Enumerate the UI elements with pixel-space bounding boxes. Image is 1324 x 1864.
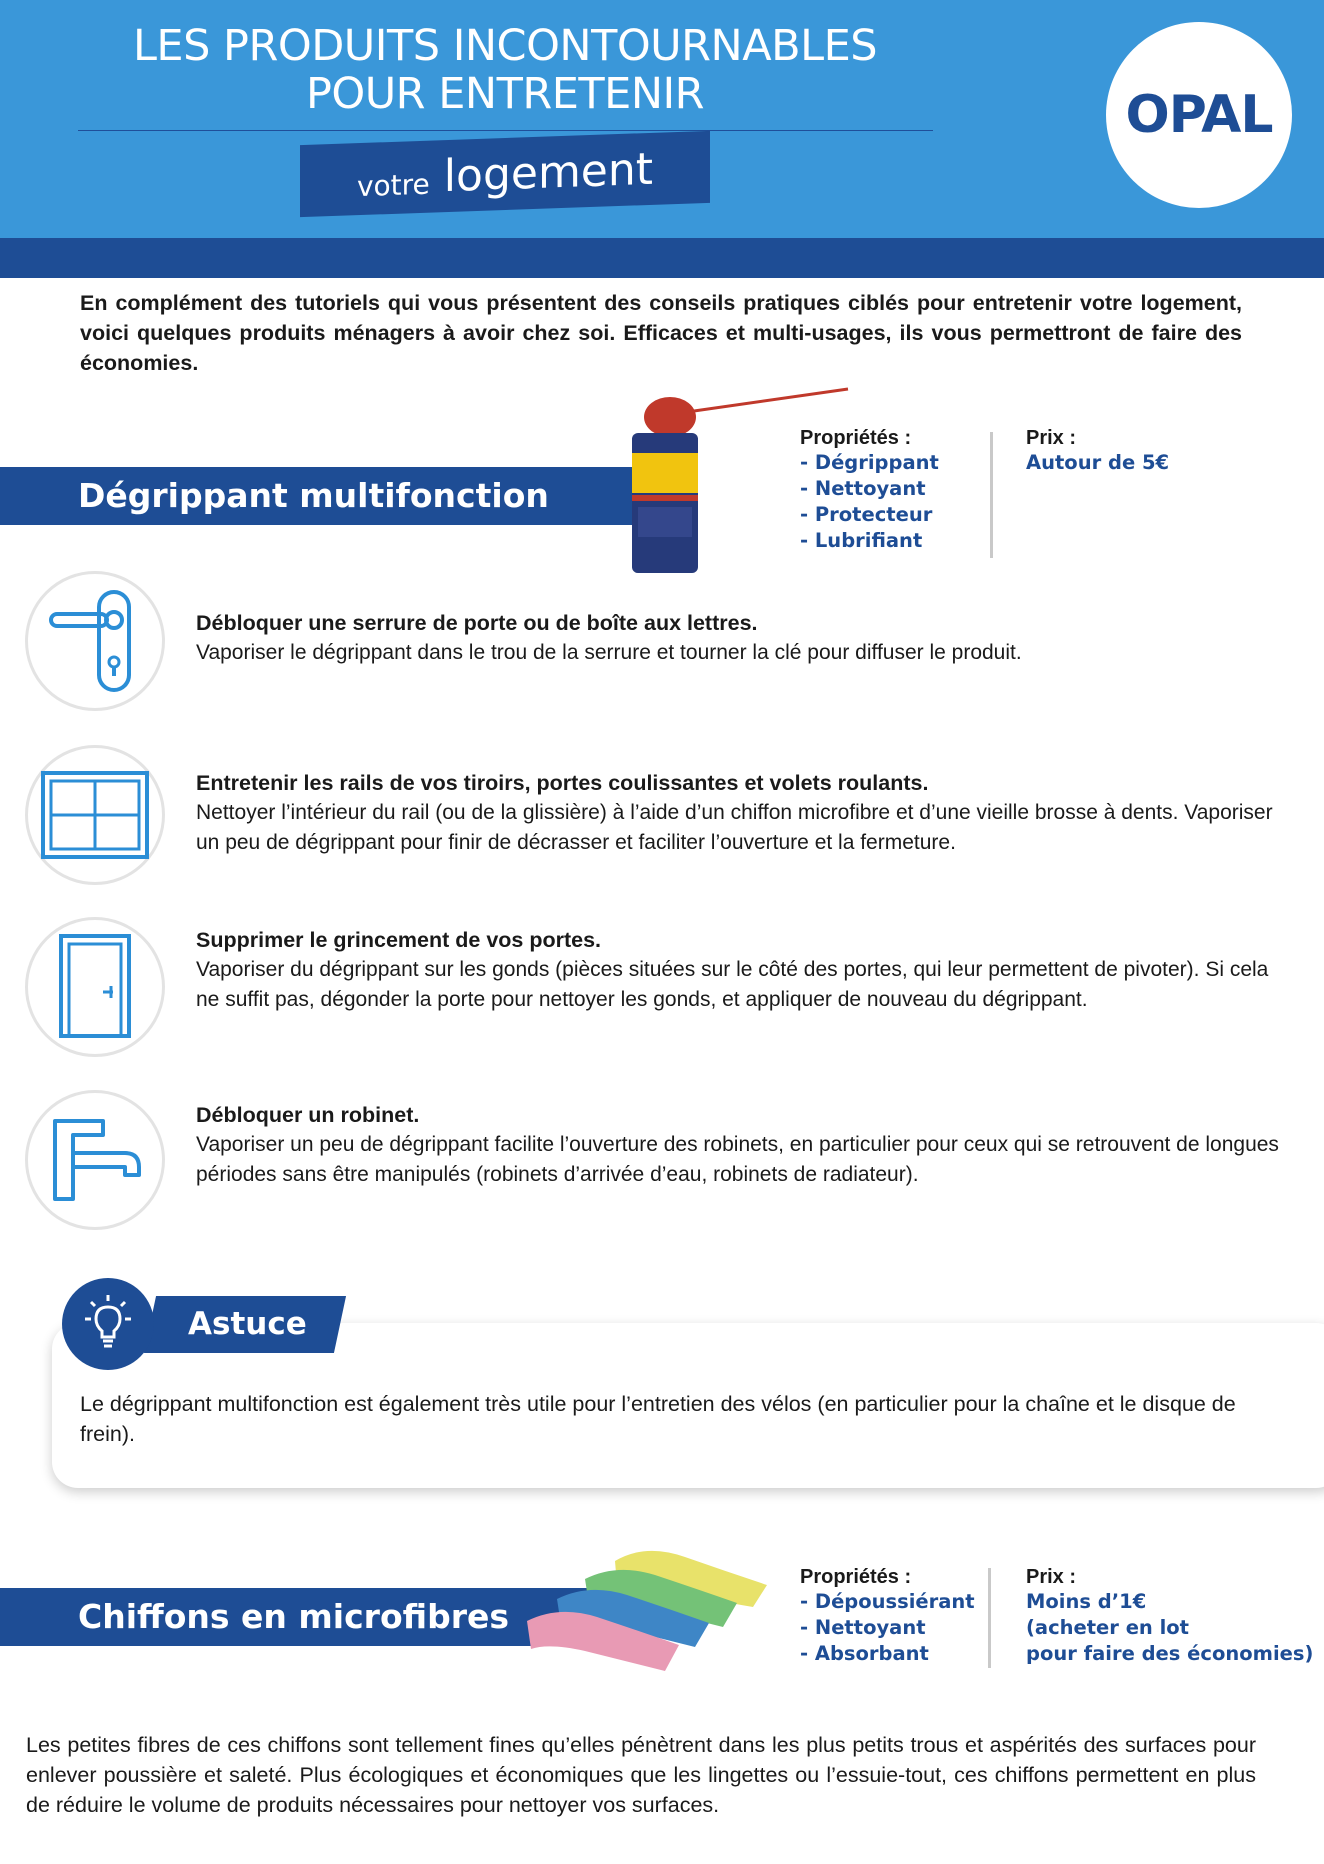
activity-icon-circle xyxy=(25,571,165,711)
activity-text: Vaporiser du dégrippant sur les gonds (pièces situées sur le côté des portes, qui leur permettent de pivoter). Si cela ne suffit pas, dégonder la porte pour nettoyer les gonds, et appliquer de nouveau du dégrippant. xyxy=(196,958,1269,1011)
separator xyxy=(990,432,993,558)
microfiber-cloths-image xyxy=(505,1545,775,1680)
property-item: - Nettoyant xyxy=(800,1616,926,1639)
activity-text: Vaporiser le dégrippant dans le trou de la serrure et tourner la clé pour diffuser le produit. xyxy=(196,641,1022,664)
props-block-1 xyxy=(800,427,939,554)
props-block-2 xyxy=(800,1566,975,1667)
tip-badge xyxy=(62,1278,154,1370)
page-title-line2: POUR ENTRETENIR xyxy=(305,69,705,119)
faucet-icon xyxy=(45,1115,145,1205)
property-item: - Dépoussiérant xyxy=(800,1590,975,1613)
section-title-chiffons: Chiffons en microfibres xyxy=(0,1588,640,1646)
tip-text: Le dégrippant multifonction est également très utile pour l’entretien des vélos (en particulier pour la chaîne et le disque de frein). xyxy=(80,1392,1236,1446)
property-item: - Dégrippant xyxy=(800,451,939,474)
prix-value: Autour de 5€ xyxy=(1026,451,1170,474)
props-title: Propriétés : xyxy=(800,1566,912,1588)
property-item: - Protecteur xyxy=(800,503,933,526)
activity-icon-circle xyxy=(25,745,165,885)
prix-value: pour faire des économies) xyxy=(1026,1642,1314,1665)
door-handle-icon xyxy=(45,586,145,696)
window-icon xyxy=(40,770,150,860)
subtitle-big: logement xyxy=(443,143,654,202)
activity-text: Vaporiser un peu de dégrippant facilite l’ouverture des robinets, en particulier pour ceux qui se retrouvent de longues périodes sans être manipulés (robinets d’arrivée d’eau, robinets de radiateur). xyxy=(196,1133,1279,1186)
logo-text: OPAL xyxy=(1125,85,1273,145)
page-title-line1: LES PRODUITS INCONTOURNABLES xyxy=(132,21,878,71)
section-title-degrippant: Dégrippant multifonction xyxy=(0,467,640,525)
header-band xyxy=(0,238,1324,278)
activity-item xyxy=(196,768,1276,857)
activity-title: Débloquer une serrure de porte ou de boîte aux lettres. xyxy=(196,611,758,635)
intro-paragraph: En complément des tutoriels qui vous présentent des conseils pratiques ciblés pour entretenir votre logement, voici quelques produits ménagers à avoir chez soi. Efficaces et multi-usages, ils vous permettront de faire des économies. xyxy=(80,291,1242,375)
activity-icon-circle xyxy=(25,917,165,1057)
activity-title: Supprimer le grincement de vos portes. xyxy=(196,928,602,952)
prix-block-2 xyxy=(1026,1566,1313,1667)
activity-text: Nettoyer l’intérieur du rail (ou de la glissière) à l’aide d’un chiffon microfibre et d’une vieille brosse à dents. Vaporiser un peu de dégrippant pour finir de décrasser et faciliter l’ouverture et la fermeture. xyxy=(196,801,1273,854)
activity-item xyxy=(196,608,1276,668)
prix-value: (acheter en lot xyxy=(1026,1616,1189,1639)
activity-title: Entretenir les rails de vos tiroirs, portes coulissantes et volets roulants. xyxy=(196,771,929,795)
prix-title: Prix : xyxy=(1026,427,1077,449)
prix-value: Moins d’1€ xyxy=(1026,1590,1147,1613)
subtitle-banner xyxy=(300,131,710,217)
microfiber-paragraph: Les petites fibres de ces chiffons sont tellement fines qu’elles pénètrent dans les plus petits trous et aspérités des surfaces pour enlever poussière et saleté. Plus écologiques et économiques que les lingettes ou l’essuie-tout, ces chiffons permettent en plus de réduire le volume de produits nécessaires pour nettoyer vos surfaces. xyxy=(26,1733,1256,1817)
separator xyxy=(988,1568,991,1668)
props-title: Propriétés : xyxy=(800,427,912,449)
tip-title: Astuce xyxy=(188,1306,307,1342)
lightbulb-icon xyxy=(77,1293,139,1355)
activity-item xyxy=(196,925,1276,1014)
title-divider xyxy=(78,130,933,131)
subtitle-small: votre xyxy=(356,167,430,203)
door-icon xyxy=(55,932,135,1042)
opal-logo xyxy=(1106,22,1292,208)
property-item: - Lubrifiant xyxy=(800,529,923,552)
property-item: - Absorbant xyxy=(800,1642,929,1665)
activity-item xyxy=(196,1100,1286,1189)
prix-title: Prix : xyxy=(1026,1566,1077,1588)
prix-block-1 xyxy=(1026,427,1169,476)
property-item: - Nettoyant xyxy=(800,477,926,500)
activity-icon-circle xyxy=(25,1090,165,1230)
activity-title: Débloquer un robinet. xyxy=(196,1103,420,1127)
